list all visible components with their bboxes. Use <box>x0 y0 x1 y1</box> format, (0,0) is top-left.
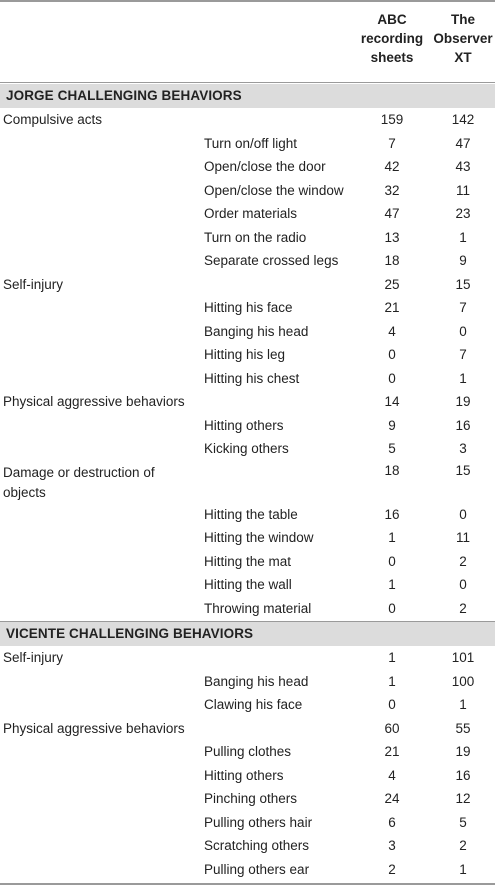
behavior-category: Physical aggressive behaviors <box>3 720 185 736</box>
abc-count: 32 <box>384 182 400 198</box>
observer-count: 12 <box>455 791 471 806</box>
table-row <box>0 343 495 367</box>
observer-count: 1 <box>459 861 467 877</box>
column-header-abc-line: sheets <box>370 50 414 65</box>
abc-count: 0 <box>388 600 396 616</box>
table-row <box>0 132 495 156</box>
abc-count: 21 <box>384 300 400 315</box>
behavior-subtype: Turn on the radio <box>204 229 307 245</box>
behavior-category: Self-injury <box>3 650 64 665</box>
abc-count: 0 <box>388 370 396 386</box>
behavior-subtype: Scratching others <box>204 838 310 853</box>
observer-count: 2 <box>459 600 467 616</box>
behavior-subtype: Turn on/off light <box>204 135 298 151</box>
table-row <box>0 320 495 344</box>
section-title: JORGE CHALLENGING BEHAVIORS <box>6 88 242 103</box>
table-row <box>0 834 495 858</box>
observer-count: 7 <box>459 300 467 315</box>
table-row <box>0 461 495 503</box>
behavior-subtype: Banging his head <box>204 323 309 339</box>
table-row <box>0 573 495 597</box>
table-row <box>0 367 495 391</box>
behavior-subtype: Hitting the wall <box>204 577 292 592</box>
observer-count: 0 <box>459 577 467 592</box>
abc-count: 5 <box>388 441 396 456</box>
table-row <box>0 597 495 621</box>
table-row <box>0 226 495 250</box>
abc-count: 2 <box>388 861 396 877</box>
section-header <box>0 622 495 646</box>
behavior-subtype: Hitting his face <box>204 300 293 315</box>
table-row <box>0 717 495 741</box>
table-row <box>0 693 495 717</box>
abc-count: 16 <box>384 506 400 522</box>
abc-count: 18 <box>384 253 400 268</box>
abc-count: 1 <box>388 650 396 665</box>
observer-count: 7 <box>459 347 467 362</box>
abc-count: 21 <box>384 744 400 759</box>
observer-count: 11 <box>455 182 470 198</box>
table-row <box>0 764 495 788</box>
column-header-abc-line: ABC <box>377 12 407 27</box>
behavior-subtype: Pulling others ear <box>204 861 310 877</box>
observer-count: 47 <box>455 135 471 151</box>
table-row <box>0 787 495 811</box>
behavior-subtype: Hitting others <box>204 767 284 783</box>
table-row <box>0 202 495 226</box>
table-header <box>0 0 495 80</box>
abc-count: 47 <box>384 206 400 221</box>
section-title: VICENTE CHALLENGING BEHAVIORS <box>6 626 254 641</box>
abc-count: 1 <box>388 530 396 545</box>
observer-count: 2 <box>459 553 467 569</box>
abc-count: 159 <box>380 112 404 127</box>
observer-count: 19 <box>455 394 471 409</box>
behavior-subtype: Hitting the window <box>204 530 314 545</box>
table-row <box>0 108 495 132</box>
abc-count: 24 <box>384 791 400 806</box>
behavior-subtype: Pinching others <box>204 791 298 806</box>
observer-count: 9 <box>459 253 467 268</box>
observer-count: 142 <box>451 112 475 127</box>
observer-count: 1 <box>459 229 467 245</box>
abc-count: 60 <box>384 720 400 736</box>
column-header-observer-line: Observer <box>433 31 493 46</box>
behavior-subtype: Hitting the mat <box>204 553 292 569</box>
behavior-subtype: Pulling clothes <box>204 744 292 759</box>
observer-count: 101 <box>451 650 475 665</box>
abc-count: 9 <box>388 417 396 433</box>
behavior-subtype: Clawing his face <box>204 697 303 712</box>
observer-count: 1 <box>459 697 467 712</box>
abc-count: 0 <box>388 553 396 569</box>
abc-count: 3 <box>388 838 396 853</box>
behavior-subtype: Banging his head <box>204 673 309 689</box>
table-row <box>0 179 495 203</box>
abc-count: 25 <box>384 276 400 292</box>
column-header-observer-line: The <box>450 12 475 27</box>
observer-count: 0 <box>459 506 467 522</box>
abc-count: 6 <box>388 814 396 830</box>
observer-count: 1 <box>459 370 467 386</box>
observer-count: 19 <box>455 744 471 759</box>
table-row <box>0 811 495 835</box>
behavior-subtype: Pulling others hair <box>204 814 313 830</box>
header-rule <box>0 82 495 83</box>
behavior-subtype: Open/close the window <box>204 182 344 198</box>
table-row <box>0 249 495 273</box>
behavior-subtype: Open/close the door <box>204 159 326 174</box>
column-header-observer <box>432 10 494 67</box>
section-header <box>0 84 495 108</box>
observer-count: 43 <box>455 159 471 174</box>
behavior-subtype: Hitting the table <box>204 506 298 522</box>
abc-count: 4 <box>388 767 396 783</box>
abc-count: 0 <box>388 697 396 712</box>
table-row <box>0 858 495 882</box>
observer-count: 3 <box>459 441 467 456</box>
observer-count: 100 <box>451 673 475 689</box>
table-row <box>0 414 495 438</box>
table-row <box>0 296 495 320</box>
table-row <box>0 503 495 527</box>
abc-count: 7 <box>388 135 396 151</box>
observer-count: 2 <box>459 838 467 853</box>
behavior-category: Damage or destruction of objects <box>3 464 155 500</box>
observer-count: 0 <box>459 323 467 339</box>
behavior-subtype: Hitting others <box>204 417 284 433</box>
behavior-subtype: Hitting his chest <box>204 370 300 386</box>
abc-count: 0 <box>388 347 396 362</box>
abc-count: 14 <box>384 394 400 409</box>
column-header-abc <box>352 10 432 67</box>
behavior-subtype: Separate crossed legs <box>204 253 339 268</box>
observer-count: 15 <box>455 276 471 292</box>
table-row <box>0 550 495 574</box>
abc-count: 18 <box>384 462 400 478</box>
abc-count: 42 <box>384 159 400 174</box>
column-header-abc-line: recording <box>360 31 424 46</box>
table-row <box>0 646 495 670</box>
observer-count: 11 <box>455 530 470 545</box>
column-header-observer-line: XT <box>454 50 472 65</box>
observer-count: 15 <box>455 462 471 478</box>
behavior-category: Compulsive acts <box>3 112 103 127</box>
abc-count: 1 <box>388 673 396 689</box>
observer-count: 16 <box>455 767 471 783</box>
behavior-category: Physical aggressive behaviors <box>3 394 185 409</box>
table-row <box>0 155 495 179</box>
behavior-subtype: Order materials <box>204 206 298 221</box>
observer-count: 16 <box>455 417 471 433</box>
observer-count: 5 <box>459 814 467 830</box>
abc-count: 4 <box>388 323 396 339</box>
behavior-subtype: Throwing material <box>204 600 312 616</box>
abc-count: 13 <box>384 229 400 245</box>
behavior-subtype: Kicking others <box>204 441 289 456</box>
abc-count: 1 <box>388 577 396 592</box>
table-row <box>0 670 495 694</box>
behavior-subtype: Hitting his leg <box>204 347 286 362</box>
table-row <box>0 526 495 550</box>
behavior-category: Self-injury <box>3 276 64 292</box>
observer-count: 23 <box>455 206 471 221</box>
table-row <box>0 273 495 297</box>
observer-count: 55 <box>455 720 471 736</box>
table-row <box>0 437 495 461</box>
table-row <box>0 740 495 764</box>
table-row <box>0 390 495 414</box>
